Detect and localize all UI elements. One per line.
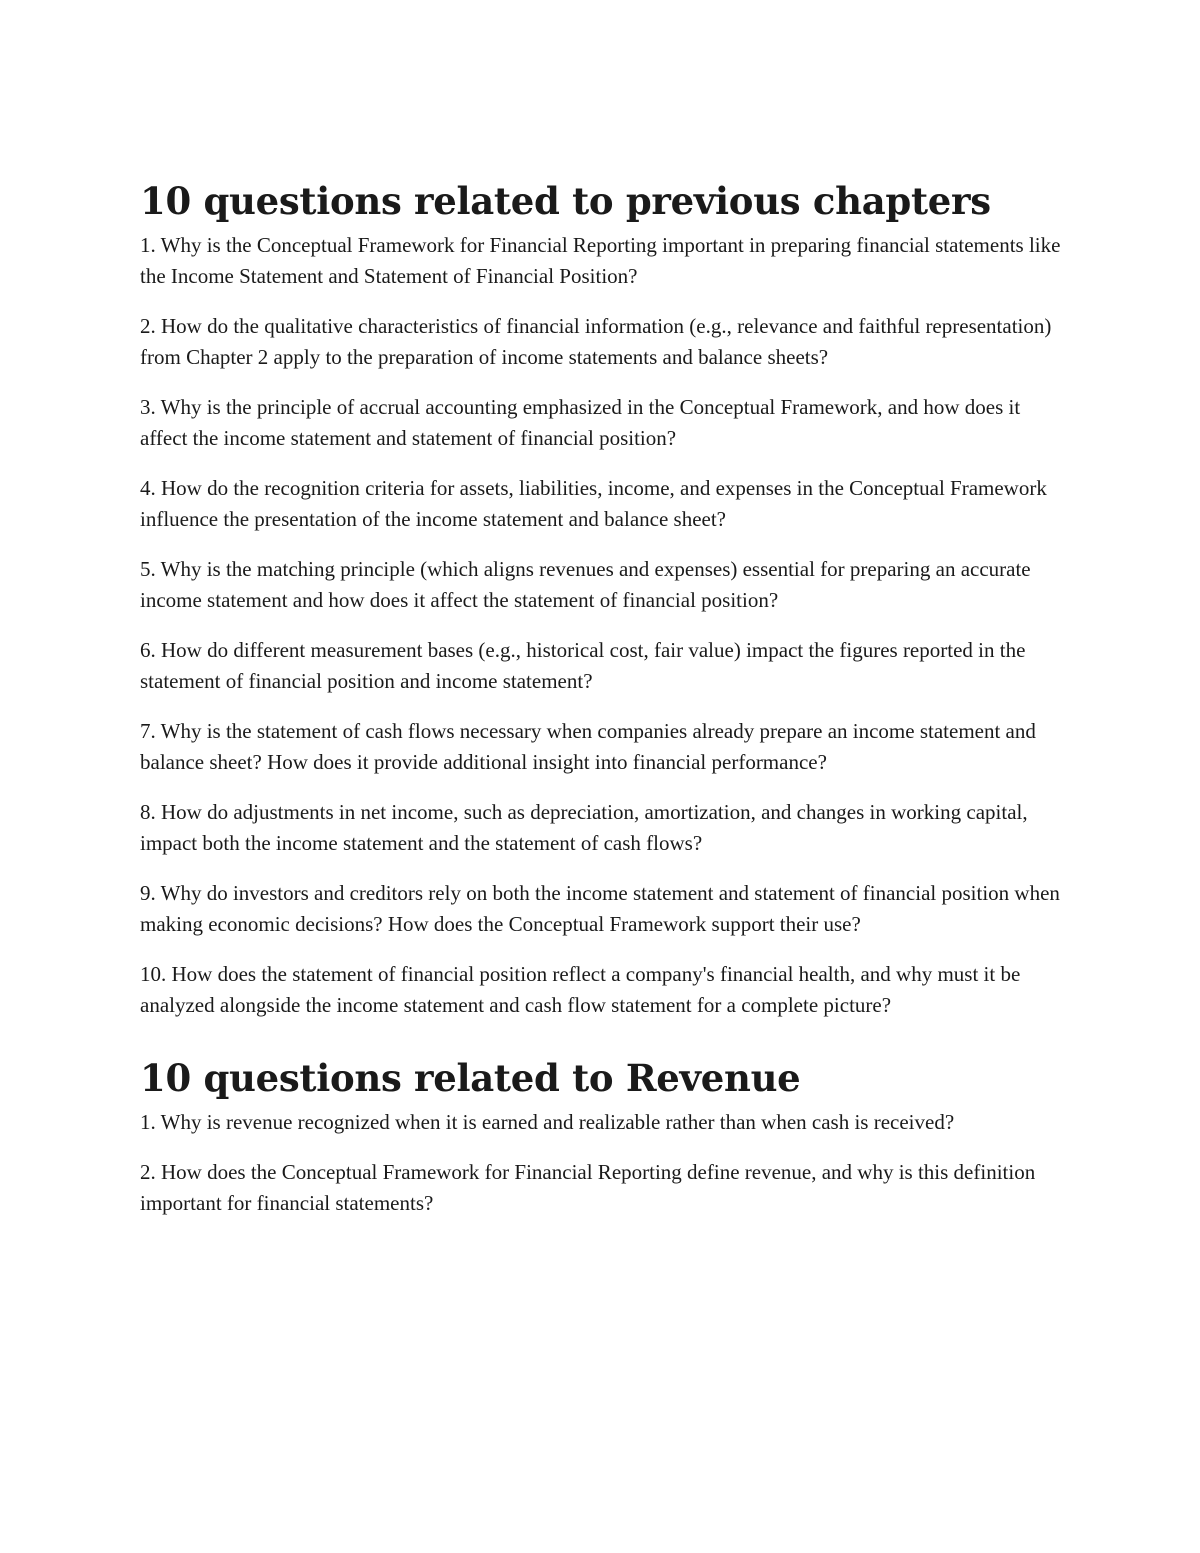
- question-item: 3. Why is the principle of accrual accounting emphasized in the Conceptual Framework, and how does it affect the income statement and statement of financial position?: [140, 395, 1021, 450]
- question-item: 7. Why is the statement of cash flows necessary when companies already prepare an income statement and balance sheet? How does it provide additional insight into financial performance?: [140, 719, 1036, 774]
- question-item: 9. Why do investors and creditors rely on both the income statement and statement of financial position when making economic decisions? How does the Conceptual Framework support their use?: [140, 881, 1060, 936]
- section-heading: 10 questions related to previous chapters: [140, 179, 991, 223]
- question-item: 1. Why is the Conceptual Framework for Financial Reporting important in preparing financial statements like the Income Statement and Statement of Financial Position?: [140, 233, 1061, 288]
- question-item: 1. Why is revenue recognized when it is earned and realizable rather than when cash is received?: [140, 1110, 955, 1134]
- question-item: 4. How do the recognition criteria for assets, liabilities, income, and expenses in the Conceptual Framework influence the presentation of the income statement and balance sheet?: [140, 476, 1047, 531]
- question-item: 2. How do the qualitative characteristics of financial information (e.g., relevance and faithful representation) from Chapter 2 apply to the preparation of income statements and balance sheets?: [140, 314, 1052, 369]
- question-item: 5. Why is the matching principle (which aligns revenues and expenses) essential for preparing an accurate income statement and how does it affect the statement of financial position?: [140, 557, 1031, 612]
- question-item: 2. How does the Conceptual Framework for Financial Reporting define revenue, and why is this definition important for financial statements?: [140, 1160, 1036, 1215]
- section-previous-chapters: [140, 178, 1065, 1021]
- section-revenue: [140, 1055, 1065, 1219]
- question-item: 6. How do different measurement bases (e.g., historical cost, fair value) impact the figures reported in the statement of financial position and income statement?: [140, 638, 1026, 693]
- section-heading: 10 questions related to Revenue: [140, 1056, 801, 1100]
- question-item: 8. How do adjustments in net income, such as depreciation, amortization, and changes in working capital, impact both the income statement and the statement of cash flows?: [140, 800, 1028, 855]
- question-item: 10. How does the statement of financial position reflect a company's financial health, and why must it be analyzed alongside the income statement and cash flow statement for a complete picture?: [140, 962, 1021, 1017]
- document-page: [140, 178, 1065, 1238]
